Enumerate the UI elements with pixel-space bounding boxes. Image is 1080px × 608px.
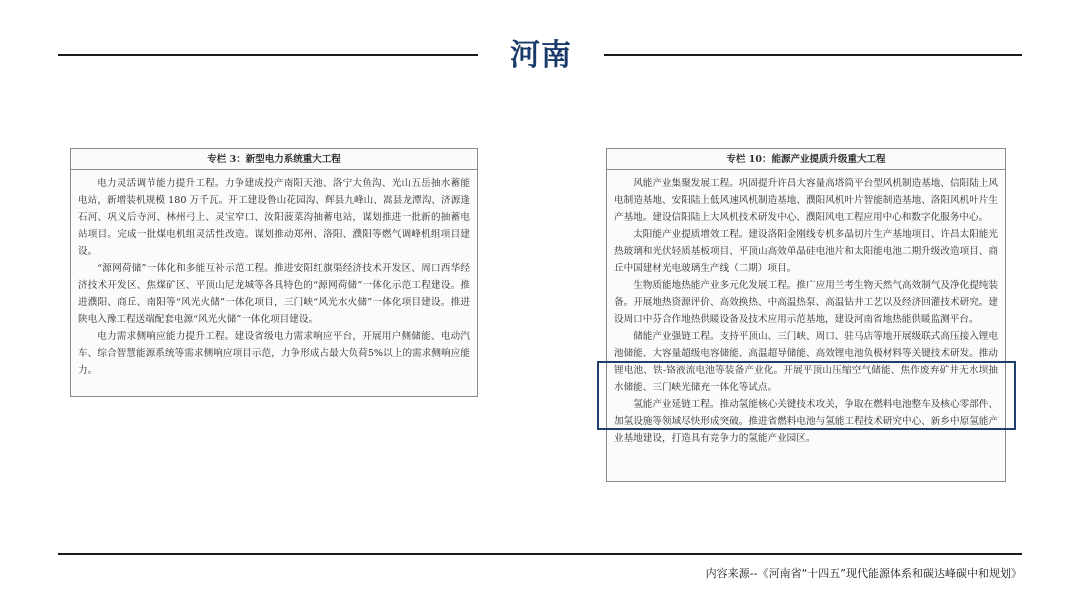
right-paragraph: 风能产业集聚发展工程。巩固提升许昌大容量高塔筒平台型风机制造基地、信阳陆上风电制造基地、安阳陆上低风速风机制造基地、濮阳风机叶片智能制造基地、洛阳风机叶片生产基地。建设信阳陆上大风机技术研发中心、濮阳风电工程应用中心和数字化服务中心。 (614, 178, 998, 223)
right-paragraph: 生物质能地热能产业多元化发展工程。推广应用兰考生物天然气高效制气及净化提纯装备。开展地热资源评价、高效换热、中高温热泵、高温钻井工艺以及经济回灌技术研究。建设周口中芬合作地热供暖设备及技术应用示范基地，建设河南省地热能供暖监测平台。 (614, 280, 998, 325)
header-rule-left (58, 54, 478, 56)
source-caption: 内容来源--《河南省“十四五”现代能源体系和碳达峰碳中和规划》 (705, 567, 1022, 580)
highlight-frame (597, 361, 1016, 430)
page-title: 河南 (510, 38, 572, 73)
left-paragraph: 电力灵活调节能力提升工程。力争建成投产南阳天池、洛宁大鱼沟、光山五岳抽水蓄能电站，新增装机规模 180 万千瓦。开工建设鲁山花园沟、辉县九峰山、嵩县龙潭沟、济源逢石河、巩义后寺河、林州弓上、灵宝窄口、汝阳菠菜沟抽蓄电站，谋划推进一批新的抽蓄电站项目。完成一批煤电机组灵活性改造。谋划推动郑州、洛阳、濮阳等燃气调峰机组项目建设。 (78, 178, 470, 257)
right-paragraph: 氢能产业延链工程。推动氢能核心关键技术攻关，争取在燃料电池整车及核心零部件、加氢设施等领域尽快形成突破。推进省燃料电池与氢能工程技术研究中心、新乡中原氢能产业基地建设，打造具有竞争力的氢能产业园区。 (614, 399, 998, 444)
right-box-title: 专栏 10：能源产业提质升级重大工程 (607, 149, 1005, 170)
right-document-box (606, 148, 1006, 482)
right-paragraph: 太阳能产业提质增效工程。建设洛阳金刚线专机多晶切片生产基地项目、许昌太阳能光热玻璃和光伏轻质基板项目、平顶山高效单晶硅电池片和太阳能电池二期升级改造项目、商丘中国建材光电玻璃生产线（二期）项目。 (614, 229, 998, 274)
header-rule-right (604, 54, 1022, 56)
left-box-title: 专栏 3：新型电力系统重大工程 (71, 149, 477, 170)
left-paragraph: “源网荷储”一体化和多能互补示范工程。推进安阳红旗渠经济技术开发区、周口西华经济技术开发区、焦煤矿区、平顶山尼龙城等各具特色的“源网荷储”一体化示范工程建设。推进濮阳、商丘、南阳等“风光火储”一体化项目，三门峡“风光水火储”一体化项目建设。推进陕电入豫工程送端配套电源“风光火储”一体化项目建设。 (78, 263, 470, 325)
left-paragraph: 电力需求侧响应能力提升工程。建设省级电力需求响应平台，开展用户侧储能、电动汽车、综合智慧能源系统等需求侧响应项目示范，力争形成占最大负荷5%以上的需求侧响应能力。 (78, 331, 470, 376)
right-paragraph-highlighted: 储能产业强链工程。支持平顶山、三门峡、周口、驻马店等地开展级联式高压接入锂电池储能、大容量超级电容储能、高温超导储能、高效锂电池负极材料等关键技术研发。推动锂电池、铁-铬液流电池等装备产业化。开展平顶山压缩空气储能、焦作废弃矿井无水坝抽水储能、三门峡光储充一体化等试点。 (614, 331, 998, 393)
footer-rule (58, 553, 1022, 555)
left-document-box (70, 148, 478, 397)
